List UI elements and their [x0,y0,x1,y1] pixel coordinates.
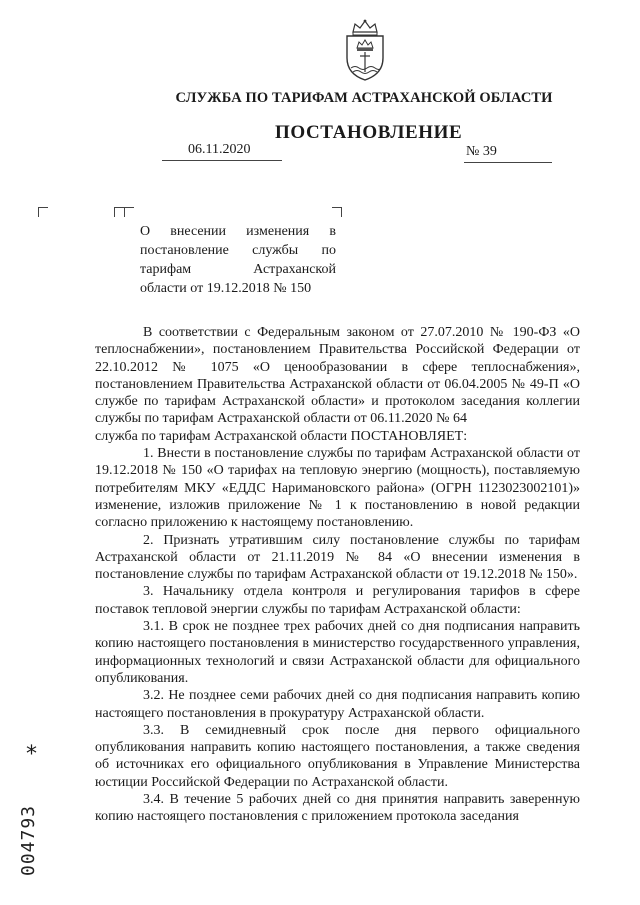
paragraph-item-2: 2. Признать утратившим силу постановление службы по тарифам Астраханской области от 21.11.2019 № 84 «О внесении изменения в постановление службы по тарифам Астраханской области от 19.12.2018 № 150». [95,532,580,583]
subject-line: постановление службы по [140,243,336,258]
corner-mark [114,207,124,217]
subject-line: тарифам Астраханской [140,262,336,277]
paragraph-resolves: служба по тарифам Астраханской области ПОСТАНОВЛЯЕТ: [95,428,468,444]
document-number: № 39 [466,144,497,159]
subject-block [140,222,336,298]
paragraph-item-1: 1. Внести в постановление службы по тарифам Астраханской области от 19.12.2018 № 150 «О тарифах на тепловую энергию (мощность), поставляемую потребителям МКУ «ЕДДС Наримановского района» (ОГРН 1123023002101)» изменение, изложив приложение № 1 к постановлению в новой редакции согласно приложению к настоящему постановлению. [95,446,580,531]
subject-line: области от 19.12.2018 № 150 [140,281,312,296]
corner-mark [38,207,48,217]
paragraph-item-3-2: 3.2. Не позднее семи рабочих дней со дня подписания направить копию настоящего постановления в прокуратуру Астраханской области. [95,688,580,721]
paragraph-item-3: 3. Начальнику отдела контроля и регулирования тарифов в сфере поставок тепловой энергии службы по тарифам Астраханской области: [95,584,580,617]
stamp-serial-number: 004793 [18,804,39,876]
corner-mark [124,207,134,217]
document-date: 06.11.2020 [188,142,251,157]
paragraph-item-3-4: 3.4. В течение 5 рабочих дней со дня принятия направить заверенную копию настоящего постановления с приложением протокола заседания [95,792,580,825]
coat-of-arms-icon [341,18,389,82]
corner-mark [332,207,342,217]
stamp-mark: * [26,742,37,767]
document-body [95,324,580,826]
date-underline [162,160,282,161]
organization-name: СЛУЖБА ПО ТАРИФАМ АСТРАХАНСКОЙ ОБЛАСТИ [175,90,553,106]
document-type-title: ПОСТАНОВЛЕНИЕ [275,122,463,143]
number-underline [464,162,552,163]
paragraph-item-3-3: 3.3. В семидневный срок после дня первого официального опубликования направить копию настоящего постановления, а также сведения об источниках его официального опубликования в Управление Министерства юстиции Российской Федерации по Астраханской области. [95,722,580,790]
paragraph-preamble: В соответствии с Федеральным законом от 27.07.2010 № 190-ФЗ «О теплоснабжении», постановлением Правительства Российской Федерации от 22.10.2012 № 1075 «О ценообразовании в сфере теплоснабжения», постановлением Правительства Астраханской области от 06.04.2005 № 49-П «О службе по тарифам Астраханской области» и протоколом заседания коллегии службы по тарифам Астраханской области от 06.11.2020 № 64 [95,325,580,427]
paragraph-item-3-1: 3.1. В срок не позднее трех рабочих дней со дня подписания направить копию настоящего постановления в министерство государственного управления, информационных технологий и связи Астраханской области для официального опубликования. [95,619,580,686]
subject-line: О внесении изменения в [140,224,336,239]
